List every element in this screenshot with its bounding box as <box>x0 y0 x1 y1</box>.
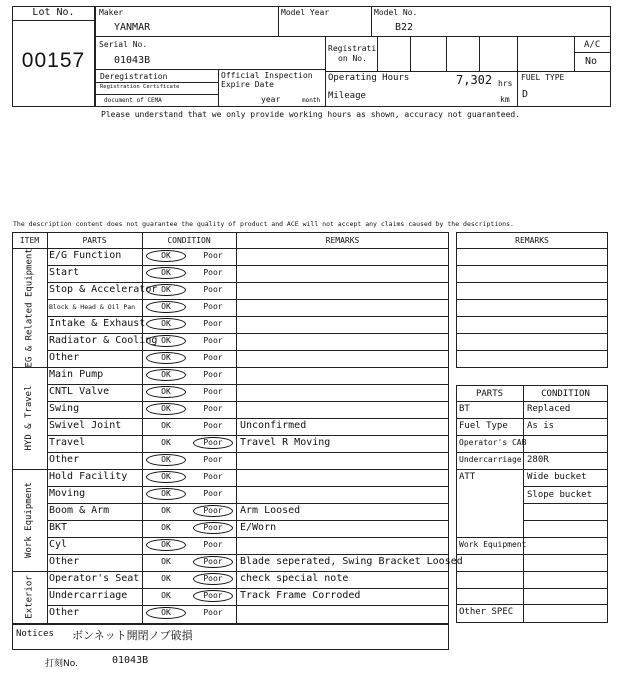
ok-option: OK <box>161 591 171 600</box>
spec-condition-value: Replaced <box>527 404 571 414</box>
ok-circle-mark <box>146 471 186 483</box>
remark-text: check special note <box>240 573 349 584</box>
part-label: Hold Facility <box>49 471 128 482</box>
notices-label: Notices <box>16 629 54 639</box>
ok-option: OK <box>161 574 171 583</box>
poor-option: Poor <box>203 472 223 481</box>
part-label: Main Pump <box>49 369 104 380</box>
ok-circle-mark <box>146 335 186 347</box>
part-label: Operator's Seat <box>49 573 140 584</box>
ok-circle-mark <box>146 369 186 381</box>
poor-option: Poor <box>203 608 223 617</box>
ok-circle-mark <box>146 301 186 313</box>
ok-option: OK <box>161 285 171 294</box>
km-label: km <box>500 95 510 104</box>
group-label: HYD & Travel <box>24 385 34 451</box>
month-label: month <box>302 97 321 104</box>
right-condition-header: CONDITION <box>541 389 590 399</box>
col-parts: PARTS <box>82 236 107 245</box>
poor-option: Poor <box>203 540 223 549</box>
poor-option: Poor <box>203 506 223 515</box>
col-item: ITEM <box>19 236 40 245</box>
disclaimer: The description content does not guarantee the quality of product and ACE will not accept any claims caused by the descriptions. <box>13 220 514 228</box>
remark-text: Unconfirmed <box>240 420 307 431</box>
poor-option: Poor <box>203 319 223 328</box>
group-label: Work Equipment <box>24 482 34 558</box>
stamp-value: 01043B <box>112 655 149 666</box>
poor-option: Poor <box>203 370 223 379</box>
ok-option: OK <box>161 472 171 481</box>
poor-circle-mark <box>193 590 233 602</box>
registration-certificate-label: Registration Certificate <box>100 84 180 90</box>
ok-option: OK <box>161 302 171 311</box>
model-year-label: Model Year <box>281 8 330 17</box>
maker-value: YANMAR <box>114 22 151 33</box>
notices-text: ボンネット開閉ノブ破損 <box>72 629 193 642</box>
mileage-label: Mileage <box>328 91 366 101</box>
poor-circle-mark <box>193 556 233 568</box>
year-label: year <box>261 95 281 104</box>
lot-number: 00157 <box>21 49 86 72</box>
spec-condition-value: As is <box>527 421 555 431</box>
poor-circle-mark <box>193 437 233 449</box>
ok-circle-mark <box>146 267 186 279</box>
ok-option: OK <box>161 455 171 464</box>
poor-option: Poor <box>203 268 223 277</box>
fuel-type-label: FUEL TYPE <box>521 73 565 82</box>
ac-value: No <box>585 56 598 67</box>
col-remarks: REMARKS <box>325 236 360 245</box>
part-label: Intake & Exhaust <box>49 318 146 329</box>
stamp-label: 打刻No. <box>45 659 78 669</box>
poor-circle-mark <box>193 573 233 585</box>
poor-circle-mark <box>193 505 233 517</box>
serial-label: Serial No. <box>99 40 148 49</box>
ok-option: OK <box>161 489 171 498</box>
deregistration-label: Deregistration <box>100 72 168 81</box>
lot-label: Lot No. <box>32 7 75 18</box>
right-remarks-header: REMARKS <box>515 236 549 245</box>
poor-option: Poor <box>203 251 223 260</box>
ok-option: OK <box>161 268 171 277</box>
maker-label: Maker <box>99 8 124 17</box>
remark-text: Track Frame Corroded <box>240 590 361 601</box>
spec-part-label: BT <box>459 404 470 414</box>
group-label: EG & Related Equipment <box>24 247 34 367</box>
poor-option: Poor <box>203 387 223 396</box>
ok-option: OK <box>161 387 171 396</box>
poor-option: Poor <box>203 302 223 311</box>
part-label: Stop & Accelerator <box>49 284 158 295</box>
spec-part-label: Undercarriage <box>459 455 522 464</box>
ok-circle-mark <box>146 607 186 619</box>
part-label: Cyl <box>49 539 68 550</box>
part-label: Other <box>49 607 80 618</box>
part-label: Undercarriage <box>49 590 128 601</box>
ok-option: OK <box>161 319 171 328</box>
model-no-label: Model No. <box>374 8 418 17</box>
poor-option: Poor <box>203 523 223 532</box>
ok-circle-mark <box>146 454 186 466</box>
part-label: Block & Head & Oil Pan <box>49 303 136 311</box>
part-label: Boom & Arm <box>49 505 110 516</box>
part-label: Travel <box>49 437 86 448</box>
ok-option: OK <box>161 421 171 430</box>
ok-option: OK <box>161 506 171 515</box>
col-condition: CONDITION <box>167 236 211 245</box>
poor-option: Poor <box>203 353 223 362</box>
part-label: Other <box>49 556 80 567</box>
ok-circle-mark <box>146 284 186 296</box>
ok-option: OK <box>161 404 171 413</box>
poor-option: Poor <box>203 574 223 583</box>
ok-option: OK <box>161 336 171 345</box>
poor-option: Poor <box>203 404 223 413</box>
ok-option: OK <box>161 540 171 549</box>
ok-circle-mark <box>146 488 186 500</box>
registration-label-2: on No. <box>338 54 367 63</box>
part-label: Moving <box>49 488 86 499</box>
poor-option: Poor <box>203 438 223 447</box>
ok-option: OK <box>161 608 171 617</box>
spec-part-label: Other SPEC <box>459 607 514 617</box>
spec-part-label: Operator's CAB <box>459 438 527 447</box>
poor-option: Poor <box>203 285 223 294</box>
spec-condition-value: Wide bucket <box>527 472 587 482</box>
poor-option: Poor <box>203 455 223 464</box>
serial-value: 01043B <box>114 55 151 66</box>
operating-hours-value: 7,302 <box>456 73 493 87</box>
part-label: Other <box>49 454 80 465</box>
hours-note: Please understand that we only provide working hours as shown, accuracy not guaranteed. <box>101 110 521 119</box>
spec-part-label: Fuel Type <box>459 421 508 431</box>
ok-circle-mark <box>146 318 186 330</box>
ok-option: OK <box>161 557 171 566</box>
poor-circle-mark <box>193 522 233 534</box>
poor-option: Poor <box>203 557 223 566</box>
ok-circle-mark <box>146 539 186 551</box>
part-label: Swing <box>49 403 80 414</box>
inspection-label: Official Inspection <box>221 71 313 80</box>
ac-label: A/C <box>584 40 601 50</box>
part-label: Radiator & Cooling <box>49 335 158 346</box>
part-label: E/G Function <box>49 250 122 261</box>
ok-option: OK <box>161 251 171 260</box>
spec-part-label: ATT <box>459 472 476 482</box>
fuel-type-value: D <box>522 89 529 100</box>
ok-option: OK <box>161 370 171 379</box>
spec-part-label: Work Equipment <box>459 540 527 549</box>
part-label: CNTL Valve <box>49 386 110 397</box>
remark-text: Blade seperated, Swing Bracket Loosed <box>240 556 463 567</box>
remark-text: Arm Loosed <box>240 505 301 516</box>
poor-option: Poor <box>203 421 223 430</box>
part-label: Swivel Joint <box>49 420 122 431</box>
ok-option: OK <box>161 353 171 362</box>
poor-option: Poor <box>203 489 223 498</box>
cema-label: document of CEMA <box>104 97 162 104</box>
registration-label: Registrati <box>328 44 377 53</box>
part-label: Start <box>49 267 80 278</box>
poor-option: Poor <box>203 336 223 345</box>
operating-hours-label: Operating Hours <box>328 73 410 83</box>
ok-circle-mark <box>146 250 186 262</box>
spec-condition-value: 280R <box>527 455 549 465</box>
ok-option: OK <box>161 438 171 447</box>
part-label: Other <box>49 352 80 363</box>
ok-circle-mark <box>146 386 186 398</box>
poor-option: Poor <box>203 591 223 600</box>
model-no-value: B22 <box>395 22 414 33</box>
ok-circle-mark <box>146 352 186 364</box>
remark-text: Travel R Moving <box>240 437 331 448</box>
inspection-label-2: Expire Date <box>221 80 274 89</box>
hrs-label: hrs <box>498 79 513 88</box>
ok-option: OK <box>161 523 171 532</box>
remark-text: E/Worn <box>240 522 277 533</box>
right-parts-header: PARTS <box>475 389 504 399</box>
group-label: Exterior <box>24 574 34 619</box>
spec-condition-value: Slope bucket <box>527 490 593 500</box>
ok-circle-mark <box>146 403 186 415</box>
part-label: BKT <box>49 522 68 533</box>
